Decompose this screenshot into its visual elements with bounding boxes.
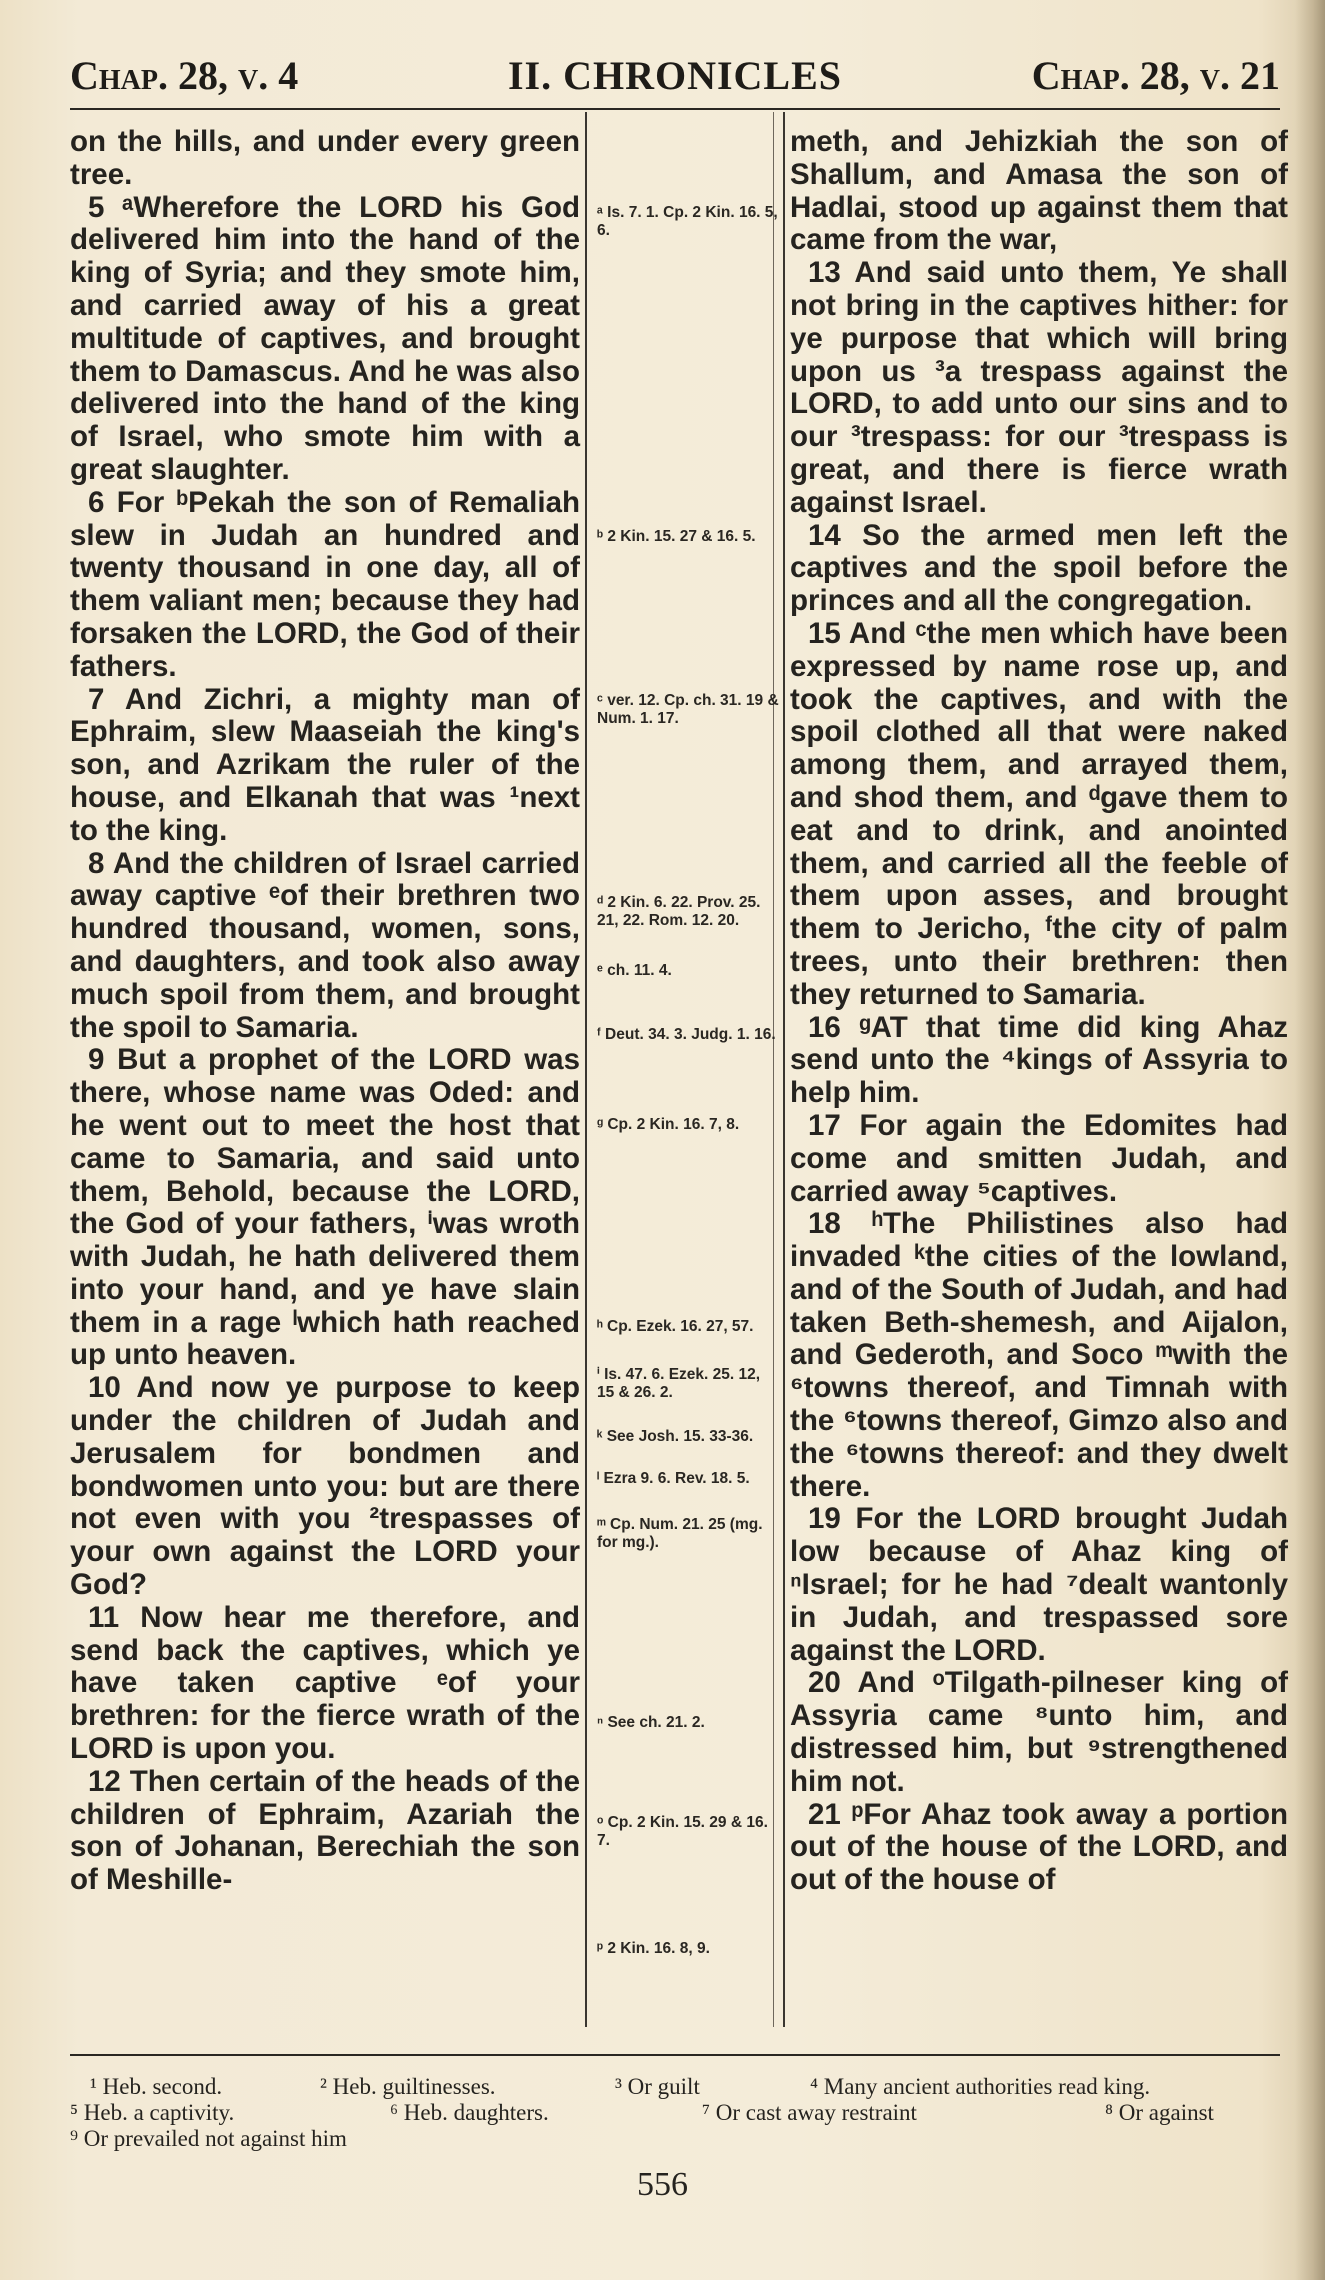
footnote: ⁵ Heb. a captivity.	[70, 2100, 235, 2125]
header-rule	[70, 108, 1280, 110]
cross-reference: ⁱ Is. 47. 6. Ezek. 25. 12, 15 & 26. 2.	[597, 1366, 761, 1401]
verse-paragraph: 20 And ᵒTilgath-pilneser king of Assyria came ⁸unto him, and distressed him, but ⁹strengthened him not.	[790, 1666, 1288, 1798]
verse-paragraph: 21 ᵖFor Ahaz took away a portion out of the house of the LORD, and out of the house of	[790, 1797, 1288, 1897]
cross-reference: ᵒ Cp. 2 Kin. 15. 29 & 16. 7.	[597, 1814, 768, 1849]
footnote: ¹ Heb. second.	[90, 2074, 223, 2099]
left-text-column	[70, 126, 580, 1897]
footnote: ⁶ Heb. daughters.	[390, 2100, 549, 2125]
footnote: ⁴ Many ancient authorities read king.	[810, 2074, 1151, 2099]
verse-paragraph: 6 For ᵇPekah the son of Remaliah slew in Judah an hundred and twenty thousand in one day, all of them valiant men; because they had forsaken the LORD, the God of their fathers.	[70, 485, 580, 683]
verse-paragraph: 17 For again the Edomites had come and smitten Judah, and carried away ⁵captives.	[790, 1108, 1288, 1208]
header-book-title: II. CHRONICLES	[507, 53, 843, 98]
footnote: ² Heb. guiltinesses.	[320, 2074, 496, 2099]
verse-paragraph: 15 And ᶜthe men which have been expressed by name rose up, and took the captives, and with the spoil clothed all that were naked among them, and arrayed them, and shod them, and ᵈgave them to eat and to drink, and anointed them, and carried all the feeble of them upon asses, and brought them to Jericho, ᶠthe city of palm trees, unto their brethren: then they returned to Samaria.	[790, 616, 1288, 1011]
cross-reference: ᵃ Is. 7. 1. Cp. 2 Kin. 16. 5, 6.	[597, 204, 778, 239]
verse-paragraph: 16 ᵍAT that time did king Ahaz send unto the ⁴kings of Assyria to help him.	[790, 1010, 1288, 1110]
cross-reference: ᵏ See Josh. 15. 33-36.	[597, 1428, 754, 1445]
verse-paragraph: 5 ᵃWherefore the LORD his God delivered him into the hand of the king of Syria; and they smote him, and carried away of his a great multitude of captives, and brought them to Damascus. And he was also delivered into the hand of the king of Israel, who smote him with a great slaughter.	[70, 190, 580, 486]
cross-reference: ⁿ See ch. 21. 2.	[597, 1714, 705, 1731]
verse-paragraph: 14 So the armed men left the captives and the spoil before the princes and all the congregation.	[790, 518, 1288, 618]
verse-paragraph: 9 But a prophet of the LORD was there, whose name was Oded: and he went out to meet the host that came to Samaria, and said unto them, Behold, because the LORD, the God of your fathers, ⁱwas wroth with Judah, he hath delivered them into your hand, and ye have slain them in a rage ˡwhich hath reached up unto heaven.	[70, 1043, 580, 1372]
verse-paragraph: on the hills, and under every green tree.	[70, 125, 580, 191]
verse-paragraph: 19 For the LORD brought Judah low because of Ahaz king of ⁿIsrael; for he had ⁷dealt wantonly in Judah, and trespassed sore against the LORD.	[790, 1502, 1288, 1667]
column-divider-right	[783, 112, 785, 2027]
right-text-column	[790, 126, 1288, 1897]
running-header	[70, 52, 1280, 112]
footnote: ⁸ Or against	[1105, 2100, 1214, 2125]
page-number: 556	[637, 2166, 688, 2203]
cross-reference: ˡ Ezra 9. 6. Rev. 18. 5.	[597, 1470, 750, 1487]
verse-paragraph: 13 And said unto them, Ye shall not bring in the captives hither: for ye purpose that which will bring upon us ³a trespass against the LORD, to add unto our sins and to our ³trespass: for our ³trespass is great, and there is fierce wrath against Israel.	[790, 256, 1288, 519]
verse-paragraph: 8 And the children of Israel carried away captive ᵉof their brethren two hundred thousand, women, sons, and daughters, and took also away much spoil from them, and brought the spoil to Samaria.	[70, 846, 580, 1044]
cross-reference: ᶜ ver. 12. Cp. ch. 31. 19 & Num. 1. 17.	[597, 692, 779, 727]
verse-paragraph: 18 ʰThe Philistines also had invaded ᵏthe cities of the lowland, and of the South of Judah, and had taken Beth-shemesh, and Aijalon, and Gederoth, and Soco ᵐwith the ⁶towns thereof, and Timnah with the ⁶towns thereof, Gimzo also and the ⁶towns thereof: and they dwelt there.	[790, 1207, 1288, 1503]
verse-paragraph: meth, and Jehizkiah the son of Shallum, and Amasa the son of Hadlai, stood up against them that came from the war,	[790, 125, 1288, 257]
cross-reference: ᵉ ch. 11. 4.	[597, 962, 672, 979]
header-chapter-left: Chap. 28, v. 4	[70, 53, 299, 98]
cross-reference: ᵐ Cp. Num. 21. 25 (mg. for mg.).	[597, 1516, 763, 1551]
footnote: ⁹ Or prevailed not against him	[70, 2126, 347, 2151]
footnote-rule	[70, 2054, 1280, 2056]
cross-reference: ᵖ 2 Kin. 16. 8, 9.	[597, 1940, 710, 1957]
cross-reference: ᵈ 2 Kin. 6. 22. Prov. 25. 21, 22. Rom. 12. 20.	[597, 894, 761, 929]
verse-paragraph: 12 Then certain of the heads of the children of Ephraim, Azariah the son of Johanan, Berechiah the son of Meshille-	[70, 1764, 580, 1897]
verse-paragraph: 10 And now ye purpose to keep under the children of Judah and Jerusalem for bondmen and bondwomen unto you: but are there not even with you ²trespasses of your own against the LORD your God?	[70, 1371, 580, 1602]
header-chapter-right: Chap. 28, v. 21	[1031, 53, 1280, 98]
verse-paragraph: 7 And Zichri, a mighty man of Ephraim, slew Maaseiah the king's son, and Azrikam the ruler of the house, and Elkanah that was ¹next to the king.	[70, 682, 580, 847]
page-edge-shadow	[1295, 0, 1325, 2280]
column-divider-margin	[773, 112, 774, 2027]
verse-paragraph: 11 Now hear me therefore, and send back the captives, which ye have taken captive ᵉof your brethren: for the fierce wrath of the LORD is upon you.	[70, 1600, 580, 1766]
footnotes	[70, 2074, 1280, 2152]
cross-reference: ᶠ Deut. 34. 3. Judg. 1. 16.	[597, 1026, 776, 1043]
cross-reference: ᵍ Cp. 2 Kin. 16. 7, 8.	[597, 1116, 740, 1133]
cross-reference: ʰ Cp. Ezek. 16. 27, 57.	[597, 1318, 754, 1335]
column-divider-left	[585, 112, 587, 2027]
footnote: ³ Or guilt	[615, 2074, 700, 2099]
footnote: ⁷ Or cast away restraint	[702, 2100, 917, 2125]
cross-reference: ᵇ 2 Kin. 15. 27 & 16. 5.	[597, 528, 756, 545]
